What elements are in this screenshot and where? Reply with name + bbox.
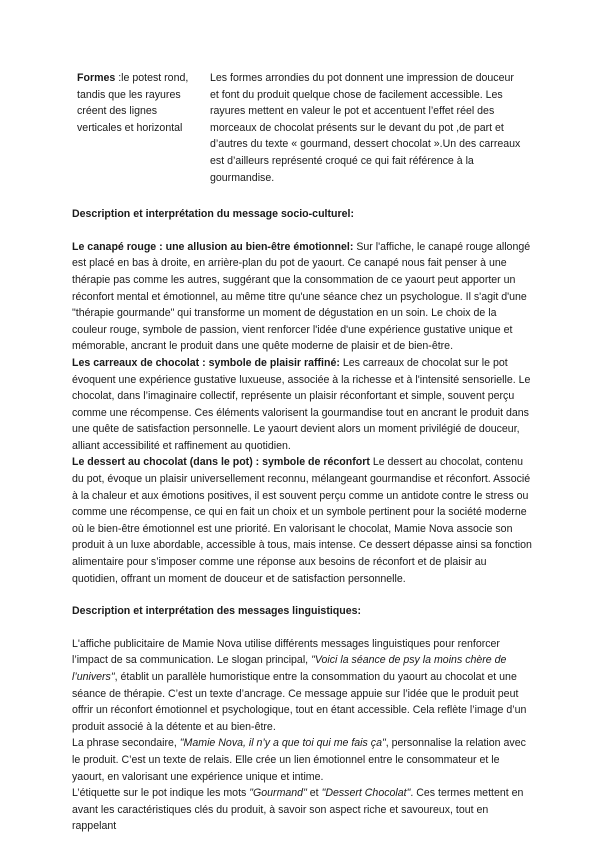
section-heading-linguistiques: Description et interprétation des messages linguistiques: xyxy=(72,605,362,618)
paragraph-body: et xyxy=(306,787,322,800)
analysis-table xyxy=(72,70,532,186)
section-heading-socio-culturel: Description et interprétation du message socio-culturel: xyxy=(72,208,354,221)
paragraph-body: La phrase secondaire, xyxy=(72,737,180,750)
table-description-cell: Les formes arrondies du pot donnent une impression de douceur et font du produit quelque chose de facilement accessible. Les rayures mettent en valeur le pot et accentuent l’effet réel des morceaux de chocolat présents sur le devant du pot ,de part et d’autres du texte « gourmand, dessert chocolat ».Un des carreaux est d’ailleurs représenté croqué ce qui fait référence à la gourmandise. xyxy=(210,72,521,184)
paragraph-carreaux-chocolat xyxy=(72,355,532,455)
paragraph-body: , personnalise la relation avec le produit. C’est un texte de relais. Elle crée un lien émotionnel entre le consommateur et le yaourt, en valorisant une expérience unique et intime. xyxy=(72,737,526,783)
table-label-bold: Formes xyxy=(77,72,116,84)
paragraph-title: Les carreaux de chocolat : symbole de plaisir raffiné: xyxy=(72,356,340,369)
table-label-cell xyxy=(72,70,202,186)
quote-dessert-chocolat: "Dessert Chocolat" xyxy=(321,787,411,800)
paragraph-dessert-chocolat xyxy=(72,454,532,587)
quote-secondary: "Mamie Nova, il n’y a que toi qui me fais ça" xyxy=(179,737,386,750)
table-label-text: :le potest rond, tandis que les rayures créent des lignes verticales et horizontal xyxy=(77,72,189,134)
quote-gourmand: "Gourmand" xyxy=(249,787,307,800)
quote-slogan: "Voici la séance de psy la moins chère de l’univers" xyxy=(72,654,507,683)
paragraph-body: , établit un parallèle humoristique entre la consommation du yaourt au chocolat et une séance de thérapie. C’est un texte d’ancrage. Ce message appuie sur l’idée que le produit peut offrir un réconfort émotionnel et psychologique, tout en étant accessible. Cela reflète l’image d’un produit associé à la détente et au bien-être. xyxy=(72,671,527,733)
paragraph-phrase-secondaire xyxy=(72,735,532,785)
paragraph-etiquette xyxy=(72,785,532,835)
paragraph-body: L'affiche publicitaire de Mamie Nova utilise différents messages linguistiques pour renforcer l’impact de sa communication. Le slogan principal, xyxy=(72,637,500,667)
paragraph-slogan xyxy=(72,636,532,736)
paragraph-body: Les carreaux de chocolat sur le pot évoquent une expérience gustative luxueuse, associée à la richesse et à l'intensité sensorielle. Le chocolat, dans l’imaginaire collectif, représente un plaisir réconfortant et simple, souvent perçu comme une récompense. Ces éléments valorisent la gourmandise tout en ancrant le produit dans une quête de satisfaction personnelle. Le yaourt devient alors un moment privilégié de douceur, alliant accessibilité et raffinement au quotidien. xyxy=(72,356,531,452)
paragraph-canape-rouge xyxy=(72,239,532,355)
document-page xyxy=(72,70,532,835)
paragraph-body: L’étiquette sur le pot indique les mots xyxy=(72,787,250,800)
paragraph-title: Le dessert au chocolat (dans le pot) : symbole de réconfort xyxy=(72,456,370,469)
paragraph-body: Sur l'affiche, le canapé rouge allongé est placé en bas à droite, en arrière-plan du pot de yaourt. Ce canapé nous fait penser à une thérapie pas comme les autres, suggérant que la consommation de ce yaourt peut apporter un réconfort mental et émotionnel, au même titre qu'une séance chez un psychologue. Il s'agit d'une "thérapie gourmande" qui transforme un moment de dégustation en un soin. Le choix de la couleur rouge, symbole de passion, vient renforcer l'idée d'une expérience gustative unique et mémorable, ancrant le produit dans une quête moderne de plaisir et de bien-être. xyxy=(72,240,531,353)
paragraph-body: . Ces termes mettent en avant les caractéristiques clés du produit, à savoir son aspect riche et savoureux, tout en rappelant xyxy=(72,787,524,833)
paragraph-title: Le canapé rouge : une allusion au bien-être émotionnel: xyxy=(72,240,354,253)
paragraph-body: Le dessert au chocolat, contenu du pot, évoque un plaisir universellement reconnu, mélangeant gourmandise et réconfort. Associé à la chaleur et aux émotions positives, il est souvent perçu comme un antidote contre le stress ou comme une récompense, ce qui en fait un choix et un symbole pertinent pour la société moderne où le bien-être émotionnel est une priorité. En valorisant le chocolat, Mamie Nova associe son produit à un luxe abordable, accessible à tous, mais intense. Ce dessert dépasse ainsi sa fonction alimentaire pour s’imposer comme une réponse aux besoins de réconfort et de plaisir au quotidien, offrant un moment de douceur et de satisfaction personnelle. xyxy=(72,456,532,585)
